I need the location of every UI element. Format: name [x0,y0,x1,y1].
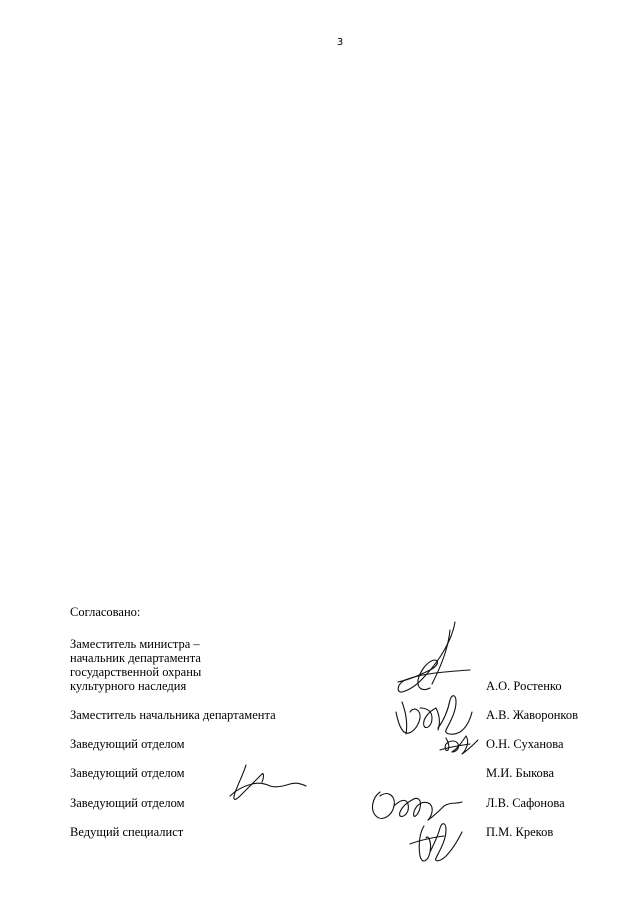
signatory-name: П.М. Креков [486,825,554,839]
signatory-position [70,796,370,810]
signatory-position [70,737,370,751]
approval-heading: Согласовано: [70,605,141,619]
position-line: начальник департамента [70,651,201,665]
signatory-row [70,796,590,810]
position-line: Заведующий отделом [70,766,185,780]
signatory-row [70,737,590,751]
page-number: 3 [336,37,344,48]
signatory-position [70,825,370,839]
signatory-position [70,766,370,780]
signatory-name: А.В. Жаворонков [486,708,579,722]
signatory-row [70,766,590,780]
position-line: Заведующий отделом [70,737,185,751]
signatory-position [70,708,370,722]
position-line: культурного наследия [70,679,187,693]
signatory-row [70,708,590,722]
signatory-row [70,633,590,693]
position-line: Ведущий специалист [70,825,184,839]
position-line: государственной охраны [70,665,202,679]
signatory-name: Л.В. Сафонова [486,796,565,810]
signatory-name: О.Н. Суханова [486,737,564,751]
position-line: Заместитель министра – [70,637,200,651]
signatory-name: М.И. Быкова [486,766,555,780]
position-line: Заведующий отделом [70,796,185,810]
signatory-position [70,637,370,693]
signatory-row [70,825,590,839]
signatory-name: А.О. Ростенко [486,679,562,693]
position-line: Заместитель начальника департамента [70,708,276,722]
